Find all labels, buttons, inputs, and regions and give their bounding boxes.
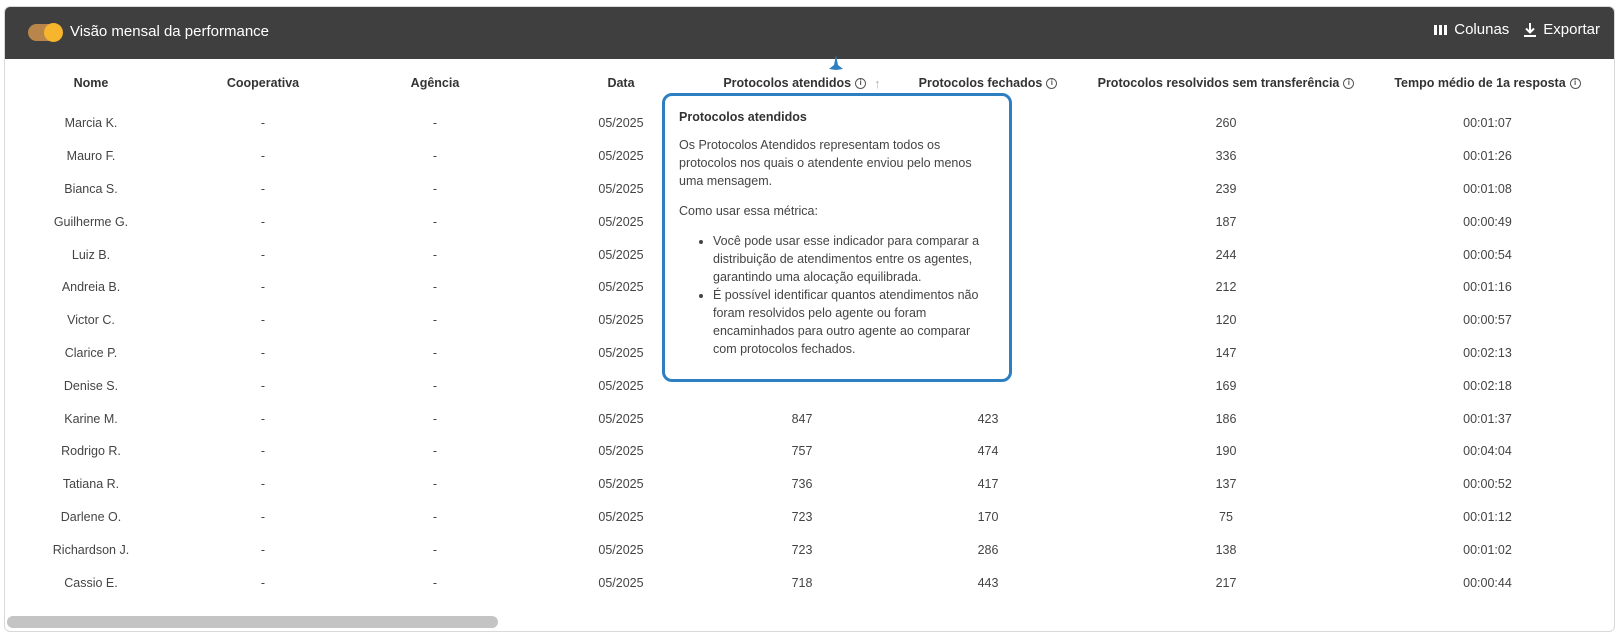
cell-tempo-medio-resposta: 00:00:44 — [1463, 575, 1512, 590]
cell-nome: Clarice P. — [64, 345, 118, 360]
export-label: Exportar — [1543, 21, 1600, 38]
tooltip-bullet-list — [713, 232, 995, 358]
cell-cooperativa: - — [260, 345, 266, 360]
cell-resolvidos-sem-transferencia: 212 — [1215, 280, 1237, 295]
cell-resolvidos-sem-transferencia: 169 — [1215, 378, 1237, 393]
column-header-tempo-medio-resposta[interactable]: Tempo médio de 1a resposta i — [1359, 59, 1615, 107]
tooltip-description: Os Protocolos Atendidos representam todos os protocolos nos quais o atendente enviou pelo menos uma mensagem. — [679, 138, 972, 188]
cell-nome: Richardson J. — [52, 542, 130, 557]
cell-agencia: - — [432, 280, 438, 295]
cell-protocolos-fechados: 286 — [977, 542, 999, 557]
cell-data: 05/2025 — [598, 542, 644, 557]
column-header-protocolos-fechados[interactable]: Protocolos fechados i — [883, 59, 1093, 107]
cell-agencia: - — [432, 411, 438, 426]
tooltip-bullet: • Você pode usar esse indicador para comparar a distribuição de atendimentos entre os agentes, garantindo uma alocação equilibrada. — [713, 232, 995, 286]
cell-protocolos-fechados: 443 — [977, 575, 999, 590]
cell-cooperativa: - — [260, 378, 266, 393]
cell-resolvidos-sem-transferencia: 190 — [1215, 444, 1237, 459]
cell-resolvidos-sem-transferencia: 147 — [1215, 345, 1237, 360]
cell-cooperativa: - — [260, 214, 266, 229]
horizontal-scrollbar[interactable] — [7, 616, 498, 628]
cell-tempo-medio-resposta: 00:01:07 — [1463, 116, 1512, 131]
cell-cooperativa: - — [260, 542, 266, 557]
cell-cooperativa: - — [260, 280, 266, 295]
cell-agencia: - — [432, 542, 438, 557]
cell-data: 05/2025 — [598, 575, 644, 590]
cell-agencia: - — [432, 575, 438, 590]
tooltip-bullet: • É possível identificar quantos atendimentos não foram resolvidos pelo agente ou foram encaminhados para outro agente ao comparar com protocolos fechados. — [713, 286, 995, 358]
monthly-view-toggle[interactable] — [28, 24, 62, 41]
info-icon[interactable]: i — [855, 78, 866, 89]
column-header-nome[interactable]: Nome — [73, 76, 109, 90]
cell-agencia: - — [432, 509, 438, 524]
cell-nome: Victor C. — [67, 313, 115, 328]
table-row[interactable] — [5, 402, 1615, 435]
cell-cooperativa: - — [260, 509, 266, 524]
cell-data: 05/2025 — [598, 477, 644, 492]
cell-protocolos-atendidos: 723 — [791, 509, 813, 524]
cell-resolvidos-sem-transferencia: 120 — [1215, 313, 1237, 328]
cell-nome: Luiz B. — [71, 247, 111, 262]
cell-data: 05/2025 — [598, 116, 644, 131]
cell-protocolos-atendidos: 736 — [791, 477, 813, 492]
cell-resolvidos-sem-transferencia: 137 — [1215, 477, 1237, 492]
columns-label: Colunas — [1454, 21, 1510, 38]
cell-protocolos-fechados: 417 — [977, 477, 999, 492]
cell-protocolos-atendidos: 723 — [791, 542, 813, 557]
cell-nome: Andreia B. — [61, 280, 121, 295]
cell-data: 05/2025 — [598, 149, 644, 164]
cell-nome: Marcia K. — [64, 116, 118, 131]
cell-resolvidos-sem-transferencia: 75 — [1219, 509, 1233, 524]
toggle-label: Visão mensal da performance — [70, 23, 269, 40]
cell-tempo-medio-resposta: 00:01:16 — [1463, 280, 1512, 295]
columns-button[interactable] — [1434, 21, 1509, 38]
cell-cooperativa: - — [260, 411, 266, 426]
cell-protocolos-atendidos: 718 — [791, 575, 813, 590]
cell-tempo-medio-resposta: 00:01:02 — [1463, 542, 1512, 557]
cell-nome: Cassio E. — [64, 575, 118, 590]
table-row[interactable] — [5, 468, 1615, 501]
column-header-resolvidos-sem-transferencia[interactable]: Protocolos resolvidos sem transferência i — [1093, 59, 1359, 107]
cell-agencia: - — [432, 444, 438, 459]
cell-protocolos-atendidos: 847 — [791, 411, 813, 426]
cell-agencia: - — [432, 345, 438, 360]
cell-nome: Rodrigo R. — [61, 444, 121, 459]
table-row[interactable] — [5, 435, 1615, 468]
table-row[interactable] — [5, 501, 1615, 534]
cell-data: 05/2025 — [598, 247, 644, 262]
tooltip-arrow-icon — [829, 55, 843, 79]
cell-resolvidos-sem-transferencia: 187 — [1215, 214, 1237, 229]
cell-cooperativa: - — [260, 149, 266, 164]
cell-resolvidos-sem-transferencia: 138 — [1215, 542, 1237, 557]
cell-data: 05/2025 — [598, 181, 644, 196]
cell-agencia: - — [432, 247, 438, 262]
cell-nome: Bianca S. — [64, 181, 118, 196]
cell-resolvidos-sem-transferencia: 336 — [1215, 149, 1237, 164]
cell-cooperativa: - — [260, 181, 266, 196]
columns-icon — [1434, 24, 1448, 36]
cell-resolvidos-sem-transferencia: 217 — [1215, 575, 1237, 590]
sort-ascending-icon[interactable]: ↑ — [874, 75, 881, 91]
info-icon[interactable]: i — [1343, 78, 1354, 89]
cell-tempo-medio-resposta: 00:00:52 — [1463, 477, 1512, 492]
export-button[interactable] — [1523, 21, 1600, 38]
cell-tempo-medio-resposta: 00:00:57 — [1463, 313, 1512, 328]
cell-tempo-medio-resposta: 00:01:08 — [1463, 181, 1512, 196]
table-row[interactable] — [5, 533, 1615, 566]
cell-tempo-medio-resposta: 00:00:49 — [1463, 214, 1512, 229]
cell-data: 05/2025 — [598, 444, 644, 459]
info-icon[interactable]: i — [1570, 78, 1581, 89]
cell-data: 05/2025 — [598, 214, 644, 229]
cell-tempo-medio-resposta: 00:01:12 — [1463, 509, 1512, 524]
cell-tempo-medio-resposta: 00:02:18 — [1463, 378, 1512, 393]
cell-data: 05/2025 — [598, 313, 644, 328]
cell-nome: Karine M. — [64, 411, 118, 426]
tooltip-how-to-use: Como usar essa métrica: — [679, 204, 818, 218]
cell-cooperativa: - — [260, 247, 266, 262]
cell-agencia: - — [432, 477, 438, 492]
column-header-agencia[interactable]: Agência — [410, 76, 460, 90]
cell-tempo-medio-resposta: 00:01:26 — [1463, 149, 1512, 164]
table-row[interactable] — [5, 566, 1615, 599]
cell-protocolos-fechados: 423 — [977, 411, 999, 426]
column-header-cooperativa[interactable]: Cooperativa — [226, 76, 300, 90]
cell-tempo-medio-resposta: 00:00:54 — [1463, 247, 1512, 262]
cell-agencia: - — [432, 181, 438, 196]
cell-nome: Tatiana R. — [62, 477, 120, 492]
cell-agencia: - — [432, 313, 438, 328]
cell-resolvidos-sem-transferencia: 244 — [1215, 247, 1237, 262]
tooltip-title: Protocolos atendidos — [679, 110, 807, 124]
cell-data: 05/2025 — [598, 280, 644, 295]
cell-data: 05/2025 — [598, 378, 644, 393]
cell-nome: Darlene O. — [60, 509, 122, 524]
cell-data: 05/2025 — [598, 345, 644, 360]
cell-cooperativa: - — [260, 313, 266, 328]
cell-resolvidos-sem-transferencia: 239 — [1215, 181, 1237, 196]
cell-agencia: - — [432, 149, 438, 164]
column-header-data[interactable]: Data — [607, 76, 635, 90]
cell-cooperativa: - — [260, 477, 266, 492]
cell-protocolos-fechados: 170 — [977, 509, 999, 524]
cell-resolvidos-sem-transferencia: 260 — [1215, 116, 1237, 131]
cell-resolvidos-sem-transferencia: 186 — [1215, 411, 1237, 426]
cell-protocolos-atendidos: 757 — [791, 444, 813, 459]
cell-nome: Guilherme G. — [53, 214, 129, 229]
column-header-protocolos-atendidos[interactable]: Protocolos atendidos i ↑ — [723, 75, 881, 91]
cell-data: 05/2025 — [598, 509, 644, 524]
cell-cooperativa: - — [260, 444, 266, 459]
toolbar-actions — [1434, 21, 1600, 38]
cell-nome: Mauro F. — [66, 149, 116, 164]
info-icon[interactable]: i — [1046, 78, 1057, 89]
panel-toolbar — [5, 7, 1614, 59]
download-icon — [1523, 22, 1537, 38]
cell-tempo-medio-resposta: 00:01:37 — [1463, 411, 1512, 426]
cell-cooperativa: - — [260, 116, 266, 131]
cell-agencia: - — [432, 214, 438, 229]
cell-agencia: - — [432, 116, 438, 131]
cell-data: 05/2025 — [598, 411, 644, 426]
cell-nome: Denise S. — [63, 378, 119, 393]
cell-cooperativa: - — [260, 575, 266, 590]
cell-agencia: - — [432, 378, 438, 393]
cell-protocolos-fechados: 474 — [977, 444, 999, 459]
cell-tempo-medio-resposta: 00:04:04 — [1463, 444, 1512, 459]
toggle-knob — [44, 23, 63, 42]
cell-tempo-medio-resposta: 00:02:13 — [1463, 345, 1512, 360]
metric-tooltip — [662, 93, 1012, 382]
